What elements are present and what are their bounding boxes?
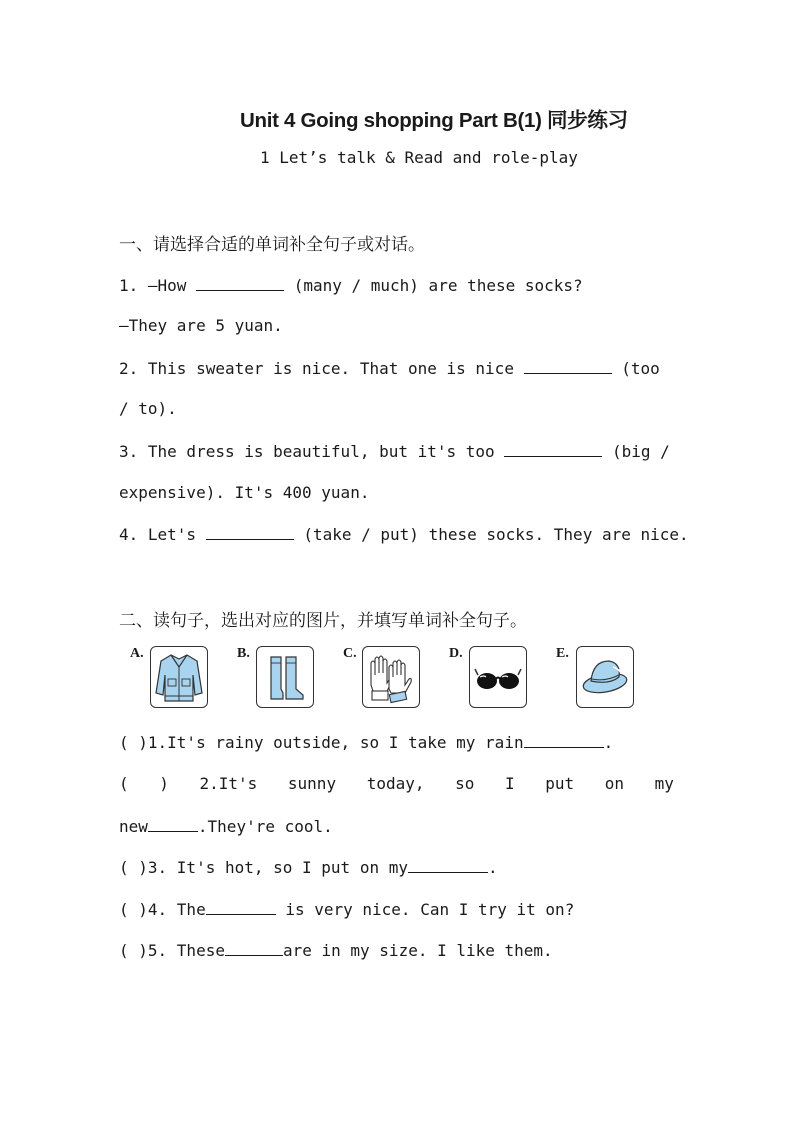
sentence-3	[119, 857, 498, 877]
sentence-1	[119, 732, 613, 752]
sunglasses-icon	[472, 649, 524, 705]
s2b-text-pre: new	[119, 817, 148, 836]
s1-text-pre: ( )1.It's rainy outside, so I take my rain	[119, 733, 524, 752]
picture-d	[469, 646, 527, 708]
question-3	[119, 441, 670, 461]
q3-text-post: (big /	[602, 442, 670, 461]
section2-heading: 二、读句子，选出对应的图片，并填写单词补全句子。	[119, 611, 527, 631]
q4-text-post: (take / put) these socks. They are nice.	[293, 525, 689, 544]
s3-text-pre: ( )3. It's hot, so I put on my	[119, 858, 408, 877]
gloves-icon	[365, 649, 417, 705]
s4-blank	[206, 899, 276, 915]
s2-word: put	[545, 774, 575, 793]
page-title: Unit 4 Going shopping Part B(1) 同步练习	[240, 109, 628, 132]
q4-blank	[206, 524, 294, 540]
question-4	[119, 524, 689, 544]
question-2	[119, 358, 660, 378]
picture-label-a: A.	[130, 646, 144, 661]
s2-blank	[148, 816, 198, 832]
s5-blank	[225, 940, 283, 956]
s2-word: 2.It's	[199, 774, 258, 793]
sentence-5	[119, 940, 553, 960]
section1-heading: 一、请选择合适的单词补全句子或对话。	[119, 235, 425, 255]
q2-text-pre: 2. This sweater is nice. That one is nice	[119, 359, 524, 378]
question-2-cont: / to).	[119, 399, 177, 418]
s2-word: I	[504, 774, 515, 793]
s3-text-post: .	[487, 858, 498, 877]
picture-e	[576, 646, 634, 708]
q2-blank	[524, 358, 612, 374]
q1-blank	[196, 275, 284, 291]
s4-text-post: is very nice. Can I try it on?	[275, 900, 575, 919]
s1-text-post: .	[603, 733, 614, 752]
s5-text-pre: ( )5. These	[119, 941, 225, 960]
page-subtitle: 1 Let’s talk & Read and role-play	[260, 148, 578, 167]
s2-word: on	[604, 774, 624, 793]
q1-text-pre: 1. —How	[119, 276, 197, 295]
sentence-2-cont	[119, 816, 333, 836]
picture-label-e: E.	[556, 646, 569, 661]
s2b-text-post: .They're cool.	[197, 817, 333, 836]
question-1	[119, 275, 583, 295]
q3-blank	[504, 441, 602, 457]
s2-word: so	[455, 774, 475, 793]
question-1-answer: —They are 5 yuan.	[119, 316, 283, 335]
sentence-2	[119, 774, 674, 793]
picture-label-c: C.	[343, 646, 357, 661]
s3-blank	[408, 857, 488, 873]
picture-b	[256, 646, 314, 708]
s2-close-paren: )	[159, 774, 169, 793]
s2-word: sunny	[287, 774, 337, 793]
q2-text-post: (too	[611, 359, 660, 378]
jacket-icon	[153, 649, 205, 705]
s2-word: my	[654, 774, 674, 793]
s5-text-post: are in my size. I like them.	[282, 941, 553, 960]
s4-text-pre: ( )4. The	[119, 900, 206, 919]
picture-label-d: D.	[449, 646, 463, 661]
boots-icon	[259, 649, 311, 705]
picture-label-b: B.	[237, 646, 250, 661]
q3-text-pre: 3. The dress is beautiful, but it's too	[119, 442, 505, 461]
s1-blank	[524, 732, 604, 748]
picture-c	[362, 646, 420, 708]
hat-icon	[579, 649, 631, 705]
q1-text-post: (many / much) are these socks?	[284, 276, 583, 295]
question-3-cont: expensive). It's 400 yuan.	[119, 483, 370, 502]
q4-text-pre: 4. Let's	[119, 525, 206, 544]
s2-word: today,	[366, 774, 425, 793]
s2-open-paren: (	[119, 774, 129, 793]
picture-a	[150, 646, 208, 708]
sentence-4	[119, 899, 574, 919]
